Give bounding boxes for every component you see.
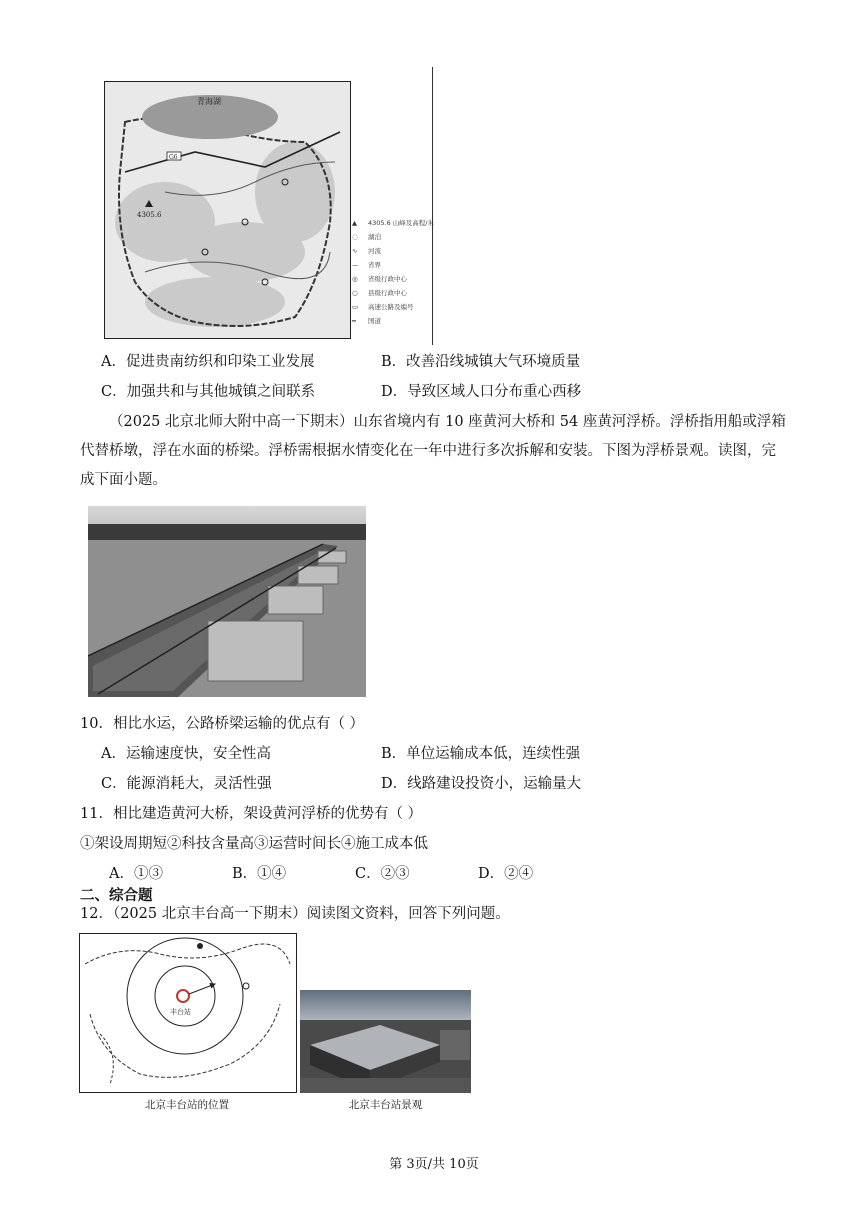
peak-symbol: ▲	[352, 219, 357, 227]
section-heading: 二、综合题	[80, 888, 153, 904]
q9-option-b: B．改善沿线城镇大气环境质量	[381, 354, 581, 370]
region-map	[104, 81, 351, 339]
q10-stem: 10．相比水运，公路桥梁运输的优点有（ ）	[80, 716, 365, 732]
photo-caption: 北京丰台站景观	[348, 1099, 423, 1111]
highway-label: G6	[169, 154, 178, 161]
legend-river: 河流	[368, 247, 381, 255]
legend-boundary: 省界	[368, 261, 381, 269]
map-legend	[352, 218, 434, 326]
national-road-symbol: ━	[352, 317, 356, 325]
lake-symbol: ◌	[352, 233, 358, 241]
lake-label: 青海湖	[197, 97, 221, 106]
legend-highway: 高速公路及编号	[368, 303, 414, 311]
q9-option-a: A．促进贵南纺织和印染工业发展	[101, 354, 315, 370]
q11-stem: 11．相比建造黄河大桥，架设黄河浮桥的优势有（ ）	[80, 806, 423, 822]
legend-capital: 省级行政中心	[368, 275, 407, 283]
pontoon-bridge-photo	[88, 506, 366, 697]
region-map-drawing	[105, 82, 350, 338]
map-caption: 北京丰台站的位置	[145, 1099, 229, 1111]
q10-option-d: D．线路建设投资小，运输量大	[381, 776, 582, 792]
river-symbol: ∿	[352, 247, 358, 255]
station-landscape-photo	[300, 990, 471, 1093]
legend-lake: 湖泊	[368, 233, 381, 241]
page-footer: 第 3页/共 10页	[389, 1157, 479, 1172]
legend-national-road: 国道	[368, 317, 381, 325]
q11-statements: ①架设周期短②科技含量高③运营时间长④施工成本低	[80, 836, 428, 852]
boundary-symbol: —	[352, 261, 359, 269]
passage-text: （2025 北京北师大附中高一下期末）山东省境内有 10 座黄河大桥和 54 座黄河浮桥。浮桥指用船或浮箱代替桥墩，浮在水面的桥梁。浮桥需根据水情变化在一年中进行多次拆解和安装。下图为浮桥景观。读图，完成下面小题。	[80, 414, 786, 488]
q11-option-d: D．②④	[478, 866, 534, 882]
q11-option-c: C．②③	[355, 866, 410, 882]
q10-option-c: C．能源消耗大，灵活性强	[101, 776, 272, 792]
q9-option-d: D．导致区域人口分布重心西移	[381, 384, 582, 400]
q11-option-a: A．①③	[109, 866, 163, 882]
q10-option-a: A．运输速度快，安全性高	[101, 746, 271, 762]
q11-option-b: B．①④	[232, 866, 287, 882]
station-location-map	[79, 933, 297, 1093]
capital-symbol: ◎	[352, 275, 358, 283]
highway-symbol: ▭	[352, 303, 359, 311]
peak-label: 4305.6	[137, 211, 162, 219]
legend-peak: 4305.6 山峰及高程/米	[368, 219, 434, 227]
q10-option-b: B．单位运输成本低，连续性强	[381, 746, 581, 762]
legend-county: 县级行政中心	[368, 289, 407, 297]
county-symbol: ○	[352, 289, 358, 297]
station-label: 丰台站	[170, 1008, 191, 1016]
map-divider	[432, 67, 433, 345]
q9-option-c: C．加强共和与其他城镇之间联系	[101, 384, 316, 400]
q12-stem: 12．（2025 北京丰台高一下期末）阅读图文资料，回答下列问题。	[80, 906, 510, 922]
